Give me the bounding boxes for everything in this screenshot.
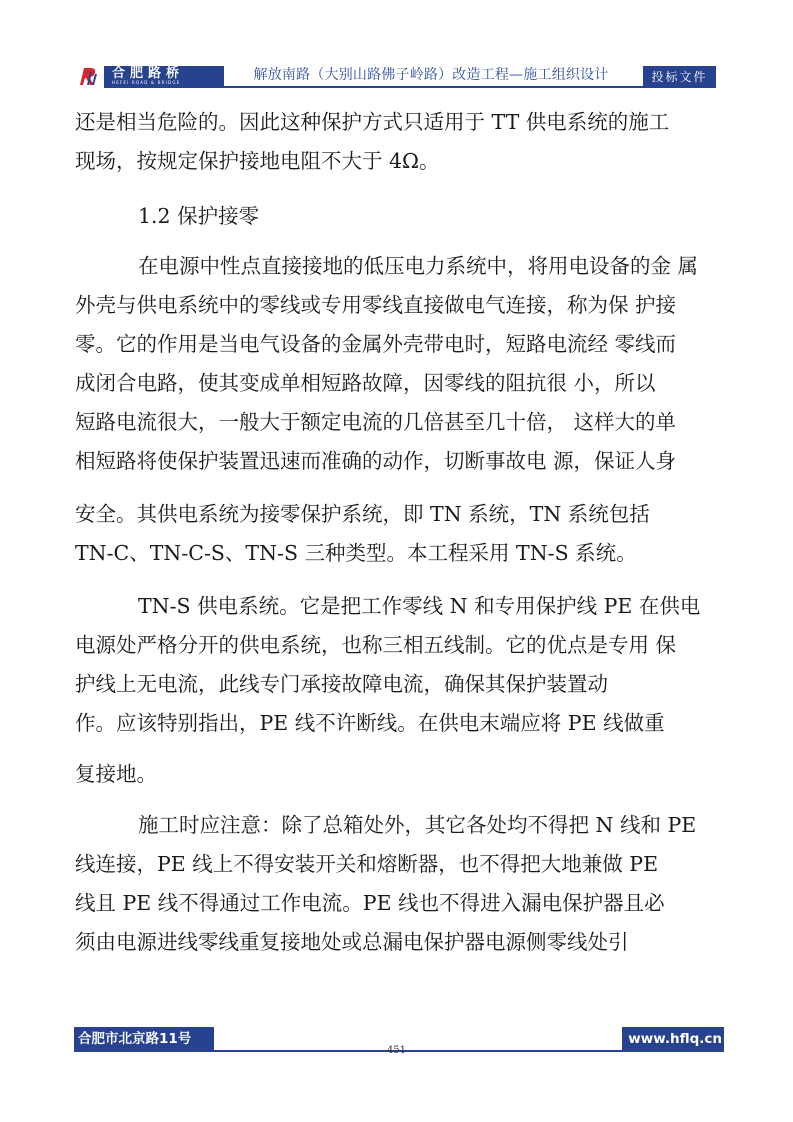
text-line: 施工时应注意：除了总箱处外，其它各处均不得把 N 线和 PE	[138, 813, 697, 837]
text-line: 成闭合电路，使其变成单相短路故障，因零线的阻抗很 小，所以	[75, 371, 656, 395]
page-header	[0, 0, 793, 95]
company-band	[104, 66, 224, 88]
text-line: 外壳与供电系统中的零线或专用零线直接做电气连接，称为保 护接	[75, 293, 677, 317]
project-title: 解放南路（大别山路佛子岭路）改造工程—施工组织设计	[253, 67, 609, 83]
text-line: 短路电流很大，一般大于额定电流的几倍甚至几十倍， 这样大的单	[75, 410, 677, 434]
text-line: 作。应该特别指出，PE 线不许断线。在供电末端应将 PE 线做重	[75, 711, 665, 735]
text-line: 零。它的作用是当电气设备的金属外壳带电时，短路电流经 零线而	[75, 332, 677, 356]
text-line: 安全。其供电系统为接零保护系统，即 TN 系统，TN 系统包括	[75, 502, 650, 526]
text-line: 现场，按规定保护接地电阻不大于 4Ω。	[75, 149, 440, 173]
footer-website: www.hflq.cn	[628, 1031, 722, 1047]
company-logo-icon	[78, 66, 100, 86]
text-line: TN-S 供电系统。它是把工作零线 N 和专用保护线 PE 在供电	[138, 594, 701, 618]
text-line: 还是相当危险的。因此这种保护方式只适用于 TT 供电系统的施工	[75, 110, 670, 134]
text-line: 在电源中性点直接接地的低压电力系统中，将用电设备的金 属	[138, 254, 699, 278]
text-line: 电源处严格分开的供电系统，也称三相五线制。它的优点是专用 保	[75, 633, 677, 657]
text-line: 相短路将使保护装置迅速而准确的动作，切断事故电 源，保证人身	[75, 449, 677, 473]
section-heading: 1.2 保护接零	[138, 204, 260, 228]
document-tag: 投标文件	[643, 66, 716, 88]
header-rule	[104, 86, 716, 88]
company-name: 合肥路桥	[112, 66, 185, 81]
text-line: 护线上无电流，此线专门承接故障电流，确保其保护装置动	[75, 672, 608, 696]
footer-address: 合肥市北京路11号	[78, 1031, 192, 1047]
text-line: 线且 PE 线不得通过工作电流。PE 线也不得进入漏电保护器且必	[75, 891, 665, 915]
company-name-en: HEFEI ROAD & BRIDGE	[112, 80, 181, 85]
text-line: 须由电源进线零线重复接地处或总漏电保护器电源侧零线处引	[75, 930, 629, 954]
text-line: 复接地。	[75, 762, 157, 786]
text-line: TN-C、TN-C-S、TN-S 三种类型。本工程采用 TN-S 系统。	[75, 541, 637, 565]
text-line: 线连接，PE 线上不得安装开关和熔断器，也不得把大地兼做 PE	[75, 852, 659, 876]
page-number: 451	[386, 1045, 407, 1056]
